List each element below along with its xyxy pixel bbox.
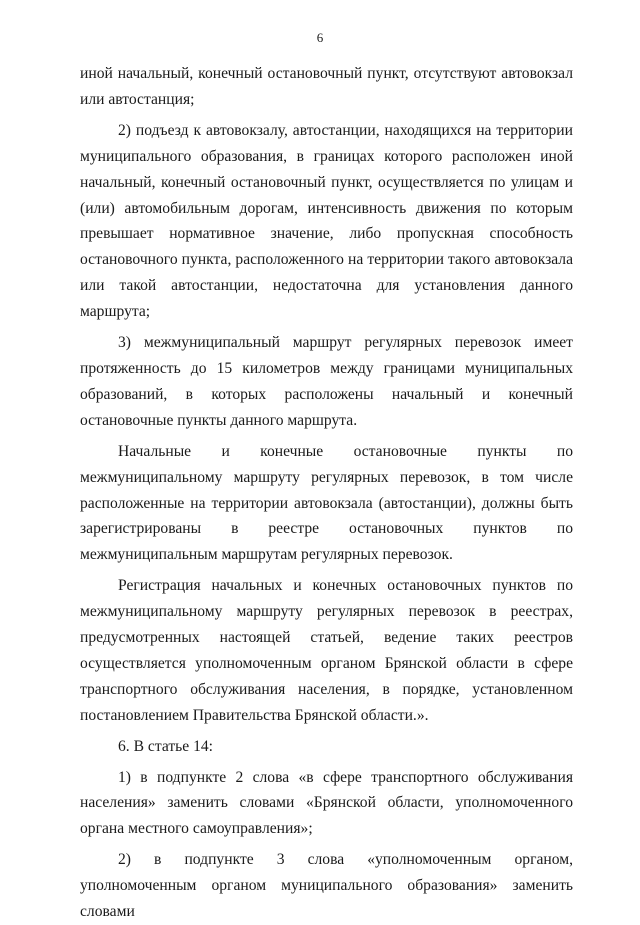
paragraph-subitem-2: 2) в подпункте 3 слова «уполномоченным органом, уполномоченным органом муниципального образования» заменить словами — [80, 851, 573, 921]
paragraph-subitem-1: 1) в подпункте 2 слова «в сфере транспортного обслуживания населения» заменить словами «Брянской области, уполномоченного органа местного самоуправления»; — [80, 768, 573, 838]
page-number: 6 — [316, 30, 324, 45]
paragraph-stop-points: Начальные и конечные остановочные пункты по межмуниципальному маршруту регулярных перевозок, в том числе расположенные на территории автовокзала (автостанции), должны быть зарегистрированы в реестре остановочных пунктов по межмуниципальным маршрутам регулярных перевозок. — [80, 442, 573, 564]
paragraph-registration: Регистрация начальных и конечных остановочных пунктов по межмуниципальному маршруту регулярных перевозок в реестрах, предусмотренных настоящей статьей, ведение таких реестров осуществляется уполномоченным органом Брянской области в сфере транспортного обслуживания населения, в порядке, установленном постановлением Правительства Брянской области.». — [80, 577, 573, 724]
paragraph-article-14: 6. В статье 14: — [118, 737, 214, 755]
paragraph-item-2: 2) подъезд к автовокзалу, автостанции, находящихся на территории муниципального образования, в границах которого расположен иной начальный, конечный остановочный пункт, осуществляется по улицам и (или) автомобильным дорогам, интенсивность движения по которым превышает нормативное значение, либо пропускная способность остановочного пункта, расположенного на территории такого автовокзала или такой автостанции, недостаточна для установления данного маршрута; — [80, 121, 573, 321]
paragraph-continuation: иной начальный, конечный остановочный пункт, отсутствуют автовокзал или автостанция; — [80, 65, 573, 108]
document-body — [80, 61, 573, 925]
paragraph-item-3: 3) межмуниципальный маршрут регулярных перевозок имеет протяженность до 15 километров между границами муниципальных образований, в которых расположены начальный и конечный остановочные пункты данного маршрута. — [80, 334, 573, 429]
